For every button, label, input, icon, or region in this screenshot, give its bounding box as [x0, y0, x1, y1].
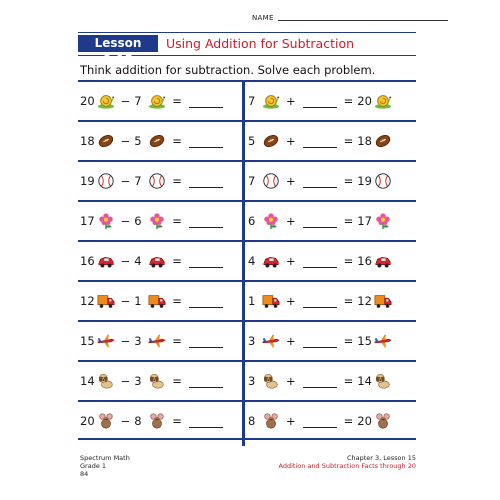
airplane-icon — [374, 332, 392, 350]
problem-row — [78, 401, 416, 441]
subtrahend: 1 — [134, 294, 142, 308]
football-icon — [148, 132, 166, 150]
footer-book-title: Spectrum Math — [80, 454, 130, 462]
subtrahend: 7 — [134, 174, 142, 188]
subtraction-problem — [80, 161, 240, 201]
problem-row — [78, 121, 416, 161]
footer-grade: Grade 1 — [80, 462, 107, 470]
equals-sign: = — [172, 214, 182, 228]
snail-icon — [262, 92, 280, 110]
answer-blank[interactable] — [303, 95, 337, 108]
addend: 3 — [248, 334, 256, 348]
subtrahend: 5 — [134, 134, 142, 148]
minus-sign: − — [120, 414, 131, 428]
subtrahend: 6 — [134, 214, 142, 228]
footer-page-number: 84 — [80, 470, 89, 478]
equals-sign: = — [343, 294, 354, 308]
sum: 19 — [357, 174, 372, 188]
subtraction-problem — [80, 81, 240, 121]
answer-blank[interactable] — [189, 375, 223, 388]
answer-blank[interactable] — [189, 415, 223, 428]
equals-sign: = — [172, 374, 182, 388]
problem-row — [78, 81, 416, 121]
minuend: 16 — [80, 254, 95, 268]
plus-sign: + — [286, 414, 296, 428]
minuend: 12 — [80, 294, 95, 308]
minuend: 15 — [80, 334, 95, 348]
equals-sign: = — [172, 414, 182, 428]
addition-problem — [248, 281, 414, 321]
car-icon — [97, 252, 115, 270]
equals-sign: = — [343, 374, 354, 388]
sum: 20 — [357, 94, 372, 108]
truck-icon — [148, 292, 166, 310]
minus-sign: − — [120, 294, 131, 308]
dog-icon — [97, 372, 115, 390]
equals-sign: = — [172, 254, 182, 268]
equals-sign: = — [343, 254, 354, 268]
addend: 5 — [248, 134, 256, 148]
answer-blank[interactable] — [303, 295, 337, 308]
subtrahend: 3 — [134, 334, 142, 348]
footer-right — [279, 454, 416, 470]
dog-icon — [262, 372, 280, 390]
answer-blank[interactable] — [189, 215, 223, 228]
answer-blank[interactable] — [303, 375, 337, 388]
sum: 18 — [357, 134, 372, 148]
plus-sign: + — [286, 94, 296, 108]
instruction: Think addition for subtraction. Solve each problem. — [80, 63, 376, 77]
subtraction-problem — [80, 361, 240, 401]
minuend: 18 — [80, 134, 95, 148]
equals-sign: = — [172, 334, 182, 348]
problem-row — [78, 161, 416, 201]
football-icon — [262, 132, 280, 150]
name-line[interactable] — [278, 20, 448, 21]
baseball-icon — [97, 172, 115, 190]
sum: 12 — [357, 294, 372, 308]
mouse-icon — [262, 412, 280, 430]
flower-icon — [262, 212, 280, 230]
plus-sign: + — [286, 174, 296, 188]
answer-blank[interactable] — [303, 135, 337, 148]
minus-sign: − — [120, 214, 131, 228]
addend: 7 — [248, 174, 256, 188]
minus-sign: − — [120, 174, 131, 188]
addition-problem — [248, 201, 414, 241]
car-icon — [374, 252, 392, 270]
dog-icon — [148, 372, 166, 390]
addend: 4 — [248, 254, 256, 268]
equals-sign: = — [343, 134, 354, 148]
minus-sign: − — [120, 134, 131, 148]
baseball-icon — [374, 172, 392, 190]
footer-chapter: Chapter 3, Lesson 15 — [346, 454, 416, 462]
mouse-icon — [148, 412, 166, 430]
subtraction-problem — [80, 121, 240, 161]
car-icon — [148, 252, 166, 270]
minus-sign: − — [120, 374, 131, 388]
flower-icon — [374, 212, 392, 230]
equals-sign: = — [343, 94, 354, 108]
lesson-header — [78, 32, 416, 67]
football-icon — [374, 132, 392, 150]
problem-row — [78, 241, 416, 281]
minuend: 20 — [80, 94, 95, 108]
airplane-icon — [148, 332, 166, 350]
answer-blank[interactable] — [189, 335, 223, 348]
answer-blank[interactable] — [303, 215, 337, 228]
footer-subtitle: Addition and Subtraction Facts through 20 — [278, 462, 416, 470]
addition-problem — [248, 81, 414, 121]
problem-row — [78, 281, 416, 321]
plus-sign: + — [286, 254, 296, 268]
equals-sign: = — [343, 414, 354, 428]
answer-blank[interactable] — [189, 255, 223, 268]
sum: 14 — [357, 374, 372, 388]
addend: 6 — [248, 214, 256, 228]
answer-blank[interactable] — [303, 255, 337, 268]
equals-sign: = — [172, 294, 182, 308]
equals-sign: = — [343, 214, 354, 228]
addition-problem — [248, 361, 414, 401]
dog-icon — [374, 372, 392, 390]
subtraction-problem — [80, 281, 240, 321]
subtraction-problem — [80, 241, 240, 281]
answer-blank[interactable] — [303, 415, 337, 428]
sum: 16 — [357, 254, 372, 268]
name-label: NAME — [252, 14, 274, 22]
answer-blank[interactable] — [189, 175, 223, 188]
subtrahend: 3 — [134, 374, 142, 388]
flower-icon — [97, 212, 115, 230]
problem-row — [78, 321, 416, 361]
equals-sign: = — [343, 334, 354, 348]
plus-sign: + — [286, 134, 296, 148]
addition-problem — [248, 121, 414, 161]
plus-sign: + — [286, 294, 296, 308]
problem-row — [78, 201, 416, 241]
lesson-title: Using Addition for Subtraction — [166, 36, 355, 51]
flower-icon — [148, 212, 166, 230]
airplane-icon — [97, 332, 115, 350]
mouse-icon — [374, 412, 392, 430]
sum: 15 — [357, 334, 372, 348]
snail-icon — [148, 92, 166, 110]
truck-icon — [262, 292, 280, 310]
minuend: 17 — [80, 214, 95, 228]
car-icon — [262, 252, 280, 270]
addend: 8 — [248, 414, 256, 428]
subtraction-problem — [80, 321, 240, 361]
minuend: 20 — [80, 414, 95, 428]
plus-sign: + — [286, 334, 296, 348]
subtraction-problem — [80, 401, 240, 441]
equals-sign: = — [343, 174, 354, 188]
equals-sign: = — [172, 94, 182, 108]
sum: 20 — [357, 414, 372, 428]
addition-problem — [248, 321, 414, 361]
answer-blank[interactable] — [303, 335, 337, 348]
addition-problem — [248, 161, 414, 201]
addend: 3 — [248, 374, 256, 388]
airplane-icon — [262, 332, 280, 350]
subtrahend: 4 — [134, 254, 142, 268]
minus-sign: − — [120, 94, 131, 108]
truck-icon — [97, 292, 115, 310]
footer-left — [80, 454, 130, 478]
addend: 7 — [248, 94, 256, 108]
name-row — [252, 14, 448, 22]
football-icon — [97, 132, 115, 150]
addend: 1 — [248, 294, 256, 308]
minuend: 19 — [80, 174, 95, 188]
baseball-icon — [148, 172, 166, 190]
addition-problem — [248, 241, 414, 281]
plus-sign: + — [286, 214, 296, 228]
plus-sign: + — [286, 374, 296, 388]
answer-blank[interactable] — [189, 95, 223, 108]
minus-sign: − — [120, 254, 131, 268]
subtraction-problem — [80, 201, 240, 241]
subtrahend: 7 — [134, 94, 142, 108]
snail-icon — [97, 92, 115, 110]
problem-grid — [78, 80, 416, 446]
baseball-icon — [262, 172, 280, 190]
problem-row — [78, 361, 416, 401]
subtrahend: 8 — [134, 414, 142, 428]
addition-problem — [248, 401, 414, 441]
answer-blank[interactable] — [189, 295, 223, 308]
truck-icon — [374, 292, 392, 310]
equals-sign: = — [172, 174, 182, 188]
sum: 17 — [357, 214, 372, 228]
minus-sign: − — [120, 334, 131, 348]
mouse-icon — [97, 412, 115, 430]
lesson-label: Lesson 3.15 — [78, 35, 158, 52]
answer-blank[interactable] — [189, 135, 223, 148]
equals-sign: = — [172, 134, 182, 148]
snail-icon — [374, 92, 392, 110]
minuend: 14 — [80, 374, 95, 388]
answer-blank[interactable] — [303, 175, 337, 188]
